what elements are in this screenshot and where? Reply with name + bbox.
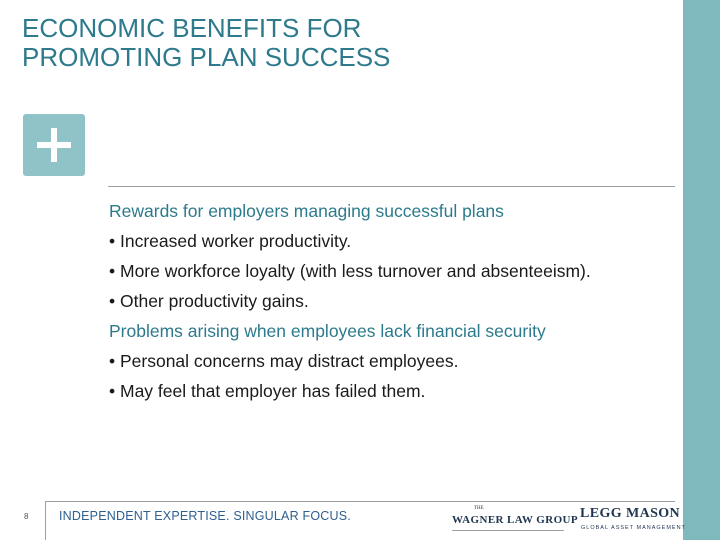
title-line-1: ECONOMIC BENEFITS FOR [22, 13, 362, 43]
legg-mason-logo [580, 506, 686, 536]
section-heading-problems: Problems arising when employees lack financial security [109, 321, 546, 341]
legg-mason-name: LEGG MASON [580, 506, 681, 521]
wagner-law-group-logo [450, 506, 578, 536]
section-heading-rewards: Rewards for employers managing successful plans [109, 201, 504, 221]
plus-icon [23, 114, 85, 176]
slide-title [22, 14, 662, 72]
right-accent-band [683, 0, 720, 540]
content-list [109, 196, 679, 406]
bullet-item: • May feel that employer has failed them. [109, 381, 426, 401]
legg-mason-subtitle: GLOBAL ASSET MANAGEMENT [581, 525, 686, 531]
content-divider [108, 186, 675, 187]
wagner-logo-name: WAGNER LAW GROUP [452, 514, 578, 526]
bullet-item: • Other productivity gains. [109, 291, 309, 311]
footer-vertical-divider [45, 501, 46, 540]
wagner-logo-the: THE [474, 506, 484, 511]
bullet-item: • Increased worker productivity. [109, 231, 352, 251]
wagner-logo-underline [452, 530, 564, 531]
page-number: 8 [24, 512, 29, 521]
bullet-item: • Personal concerns may distract employees. [109, 351, 459, 371]
plus-icon-vertical [51, 128, 57, 162]
bullet-item: • More workforce loyalty (with less turnover and absenteeism). [109, 261, 591, 281]
footer-tagline: INDEPENDENT EXPERTISE. SINGULAR FOCUS. [59, 509, 351, 523]
footer-divider [45, 501, 675, 502]
title-line-2: PROMOTING PLAN SUCCESS [22, 42, 391, 72]
